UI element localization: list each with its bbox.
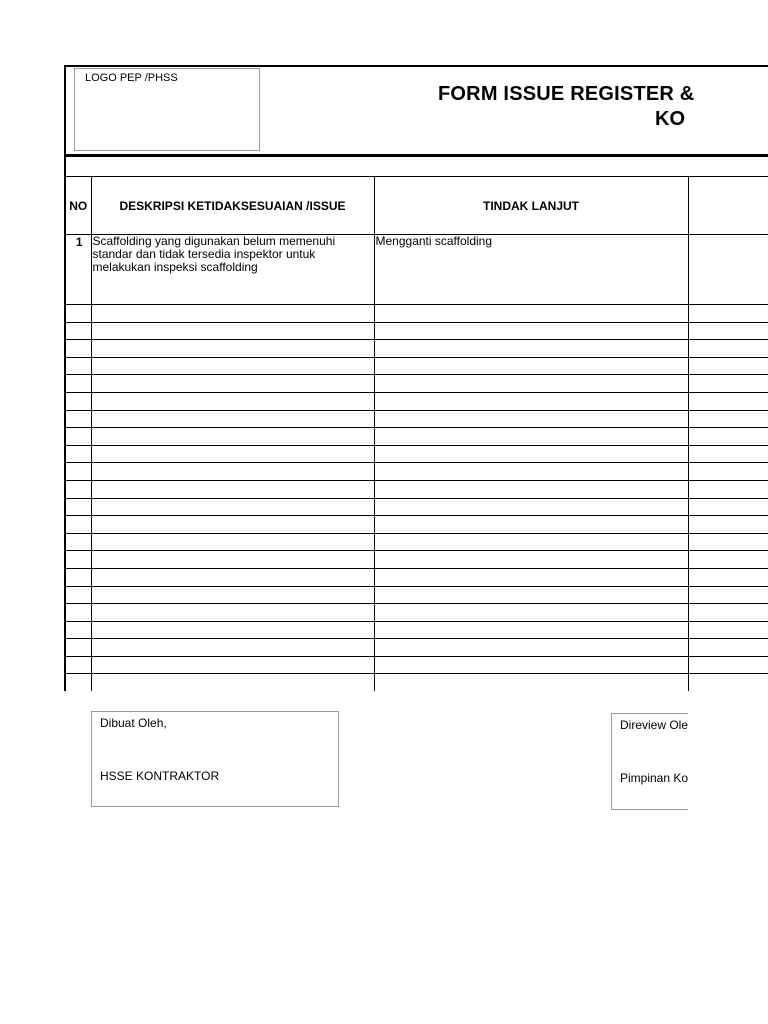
table-row (65, 340, 768, 358)
row-number[interactable] (65, 551, 91, 569)
form-sheet (64, 65, 768, 691)
row-description[interactable] (91, 357, 374, 375)
row-extra-cell[interactable] (688, 568, 768, 586)
row-extra-cell[interactable] (688, 340, 768, 358)
row-number[interactable] (65, 305, 91, 323)
row-follow-up[interactable] (374, 392, 688, 410)
prepared-by-role: HSSE KONTRAKTOR (100, 769, 220, 783)
table-row (65, 445, 768, 463)
row-follow-up[interactable] (374, 322, 688, 340)
row-description[interactable] (91, 463, 374, 481)
table-row (65, 428, 768, 446)
row-description[interactable] (91, 586, 374, 604)
logo-placeholder-box (74, 68, 260, 151)
row-extra-cell[interactable] (688, 428, 768, 446)
row-description[interactable] (91, 340, 374, 358)
row-follow-up[interactable] (374, 516, 688, 534)
column-header-follow-up: TINDAK LANJUT (374, 177, 688, 235)
form-title-line1: FORM ISSUE REGISTER & (438, 83, 695, 105)
row-follow-up[interactable]: Mengganti scaffolding (374, 235, 688, 305)
row-number[interactable] (65, 375, 91, 393)
table-row (65, 305, 768, 323)
row-number[interactable] (65, 357, 91, 375)
row-extra-cell[interactable] (688, 463, 768, 481)
reviewed-by-role: Pimpinan Ko (620, 771, 688, 785)
table-row (65, 516, 768, 534)
table-row (65, 410, 768, 428)
row-follow-up[interactable] (374, 551, 688, 569)
row-extra-cell[interactable] (688, 498, 768, 516)
row-extra-cell[interactable] (688, 480, 768, 498)
row-description[interactable] (91, 568, 374, 586)
row-follow-up[interactable] (374, 568, 688, 586)
row-description[interactable] (91, 392, 374, 410)
row-number[interactable] (65, 639, 91, 657)
row-description[interactable] (91, 410, 374, 428)
row-follow-up[interactable] (374, 656, 688, 674)
row-description[interactable] (91, 621, 374, 639)
row-extra-cell[interactable] (688, 674, 768, 691)
row-follow-up[interactable] (374, 533, 688, 551)
table-row (65, 392, 768, 410)
row-number[interactable] (65, 516, 91, 534)
table-row (65, 498, 768, 516)
prepared-by-box (91, 711, 339, 807)
row-description[interactable] (91, 533, 374, 551)
row-extra-cell[interactable] (688, 639, 768, 657)
row-number[interactable] (65, 586, 91, 604)
issue-register-table (64, 176, 768, 691)
table-row (65, 533, 768, 551)
column-header-no: NO (65, 177, 91, 235)
row-number[interactable] (65, 463, 91, 481)
table-row (65, 656, 768, 674)
row-description[interactable] (91, 305, 374, 323)
row-extra-cell[interactable] (688, 656, 768, 674)
row-number[interactable] (65, 392, 91, 410)
row-extra-cell[interactable] (688, 305, 768, 323)
table-row (65, 463, 768, 481)
row-extra-cell[interactable] (688, 621, 768, 639)
table-header-row (65, 177, 768, 235)
row-extra-cell[interactable] (688, 410, 768, 428)
row-extra-cell[interactable] (688, 533, 768, 551)
row-description[interactable] (91, 428, 374, 446)
row-follow-up[interactable] (374, 305, 688, 323)
table-row (65, 604, 768, 622)
row-follow-up[interactable] (374, 428, 688, 446)
spacer-row (64, 157, 768, 176)
row-description[interactable] (91, 445, 374, 463)
reviewed-by-box (611, 713, 688, 810)
row-description[interactable] (91, 322, 374, 340)
table-row (65, 357, 768, 375)
row-follow-up[interactable] (374, 639, 688, 657)
row-follow-up[interactable] (374, 604, 688, 622)
row-extra-cell[interactable] (688, 604, 768, 622)
row-number[interactable] (65, 445, 91, 463)
prepared-by-label: Dibuat Oleh, (100, 716, 167, 730)
row-description[interactable] (91, 480, 374, 498)
row-follow-up[interactable] (374, 463, 688, 481)
reviewed-by-clip (611, 700, 688, 820)
row-number[interactable] (65, 340, 91, 358)
reviewed-by-label: Direview Ole (620, 718, 688, 732)
column-header-description: DESKRIPSI KETIDAKSESUAIAN /ISSUE (91, 177, 374, 235)
table-row (65, 551, 768, 569)
row-follow-up[interactable] (374, 621, 688, 639)
row-number[interactable] (65, 428, 91, 446)
row-extra-cell[interactable] (688, 357, 768, 375)
row-description[interactable] (91, 551, 374, 569)
row-number[interactable] (65, 410, 91, 428)
table-row (65, 480, 768, 498)
row-number[interactable] (65, 621, 91, 639)
row-follow-up[interactable] (374, 445, 688, 463)
row-number[interactable] (65, 568, 91, 586)
row-description[interactable] (91, 375, 374, 393)
row-follow-up[interactable] (374, 340, 688, 358)
row-number[interactable] (65, 322, 91, 340)
table-row (65, 235, 768, 305)
row-number[interactable]: 1 (65, 235, 91, 305)
row-follow-up[interactable] (374, 586, 688, 604)
row-description[interactable] (91, 604, 374, 622)
row-number[interactable] (65, 656, 91, 674)
row-follow-up[interactable] (374, 480, 688, 498)
row-extra-cell[interactable] (688, 375, 768, 393)
table-row (65, 674, 768, 691)
column-header-next (688, 177, 768, 235)
row-description[interactable]: Scaffolding yang digunakan belum memenuhi standar dan tidak tersedia inspektor untuk melakukan inspeksi scaffolding (91, 235, 374, 305)
row-number[interactable] (65, 480, 91, 498)
table-row (65, 586, 768, 604)
form-title-line2: KO (655, 108, 685, 130)
row-number[interactable] (65, 674, 91, 691)
row-description[interactable] (91, 639, 374, 657)
row-follow-up[interactable] (374, 410, 688, 428)
table-row (65, 375, 768, 393)
row-extra-cell[interactable] (688, 551, 768, 569)
row-description[interactable] (91, 656, 374, 674)
logo-placeholder-label: LOGO PEP /PHSS (85, 72, 178, 84)
row-extra-cell[interactable] (688, 392, 768, 410)
row-description[interactable] (91, 516, 374, 534)
table-row (65, 322, 768, 340)
row-number[interactable] (65, 498, 91, 516)
row-follow-up[interactable] (374, 498, 688, 516)
table-row (65, 568, 768, 586)
row-extra-cell[interactable] (688, 235, 768, 305)
table-row (65, 639, 768, 657)
row-follow-up[interactable] (374, 375, 688, 393)
row-extra-cell[interactable] (688, 322, 768, 340)
row-extra-cell[interactable] (688, 586, 768, 604)
row-number[interactable] (65, 533, 91, 551)
row-description[interactable] (91, 674, 374, 691)
row-follow-up[interactable] (374, 357, 688, 375)
row-number[interactable] (65, 604, 91, 622)
row-description[interactable] (91, 498, 374, 516)
row-extra-cell[interactable] (688, 516, 768, 534)
table-row (65, 621, 768, 639)
row-follow-up[interactable] (374, 674, 688, 691)
row-extra-cell[interactable] (688, 445, 768, 463)
